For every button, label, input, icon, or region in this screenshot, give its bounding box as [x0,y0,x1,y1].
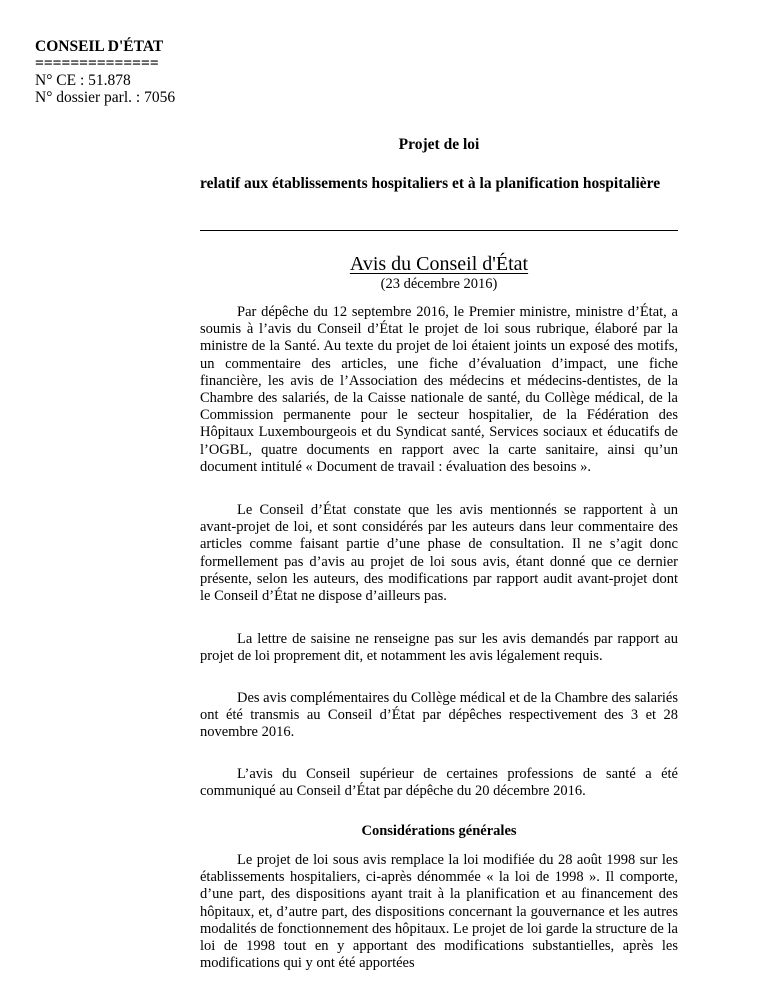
body-paragraph: L’avis du Conseil supérieur de certaines professions de santé a été communiqué au Conseil d’État par dépêche du 20 décembre 2016. [200,766,678,800]
document-type: Projet de loi [398,136,480,153]
section-paragraph: Le projet de loi sous avis remplace la loi modifiée du 28 août 1998 sur les établissements hospitaliers, ci-après dénommée « la loi de 1998 ». Il comporte, d’une part, des dispositions ayant trait à la planification et au financement des hôpitaux, et, d’autre part, des dispositions concernant la gouvernance et les autres modalités de fonctionnement des hôpitaux. Le projet de loi garde la structure de la loi de 1998 tout en y apportant des modifications substantielles, après les modifications qui y ont été apportées [200,852,678,972]
section-heading: Considérations générales [361,823,517,839]
body-paragraph-2-block [200,502,678,605]
body-paragraph: Des avis complémentaires du Collège médical et de la Chambre des salariés ont été transmis au Conseil d’État par dépêches respectivement des 3 et 28 novembre 2016. [200,690,678,741]
header-separator: ============== [35,55,159,72]
body-paragraph: Le Conseil d’État constate que les avis mentionnés se rapportent à un avant-projet de loi, et sont considérés par les auteurs dans leur commentaire des articles comme faisant partie d’une phase de consultation. Il ne s’agit donc formellement pas d’avis au projet de loi sous avis, étant donné que ce dernier présente, selon les auteurs, des modifications par rapport audit avant-projet dont le Conseil d’État ne dispose d’ailleurs pas. [200,502,678,605]
body-paragraph: Par dépêche du 12 septembre 2016, le Premier ministre, ministre d’État, a soumis à l’avis du Conseil d’État le projet de loi sous rubrique, élaboré par la ministre de la Santé. Au texte du projet de loi étaient joints un exposé des motifs, un commentaire des articles, une fiche d’évaluation d’impact, une fiche financière, les avis de l’Association des médecins et médecins-dentistes, de la Chambre des salariés, de la Caisse nationale de santé, du Collège médical, de la Commission permanente pour le secteur hospitalier, de la Fédération des Hôpitaux Luxembourgeois et du Syndicat santé, Services sociaux et éducatifs de l’OGBL, quatre documents en rapport avec la carte sanitaire, ainsi qu’un document intitulé « Document de travail : évaluation des besoins ». [200,304,678,475]
org-name: CONSEIL D'ÉTAT [35,38,164,55]
body-paragraph-3-block [200,631,678,665]
body-paragraph-1-block [200,304,678,476]
body-paragraph-5-block [200,766,678,800]
title-divider [200,230,678,231]
dossier-number: N° dossier parl. : 7056 [35,89,176,106]
document-header [35,38,175,106]
document-subject: relatif aux établissements hospitaliers et à la planification hospitalière [200,175,661,192]
ce-number: N° CE : 51.878 [35,72,131,89]
avis-date: (23 décembre 2016) [380,276,498,292]
avis-title [200,253,678,276]
avis-title-text: Avis du Conseil d'État [349,253,529,275]
body-paragraph: La lettre de saisine ne renseigne pas sur les avis demandés par rapport au projet de loi proprement dit, et notamment les avis légalement requis. [200,631,678,665]
section-paragraph-block [200,852,678,972]
body-paragraph-4-block [200,690,678,742]
